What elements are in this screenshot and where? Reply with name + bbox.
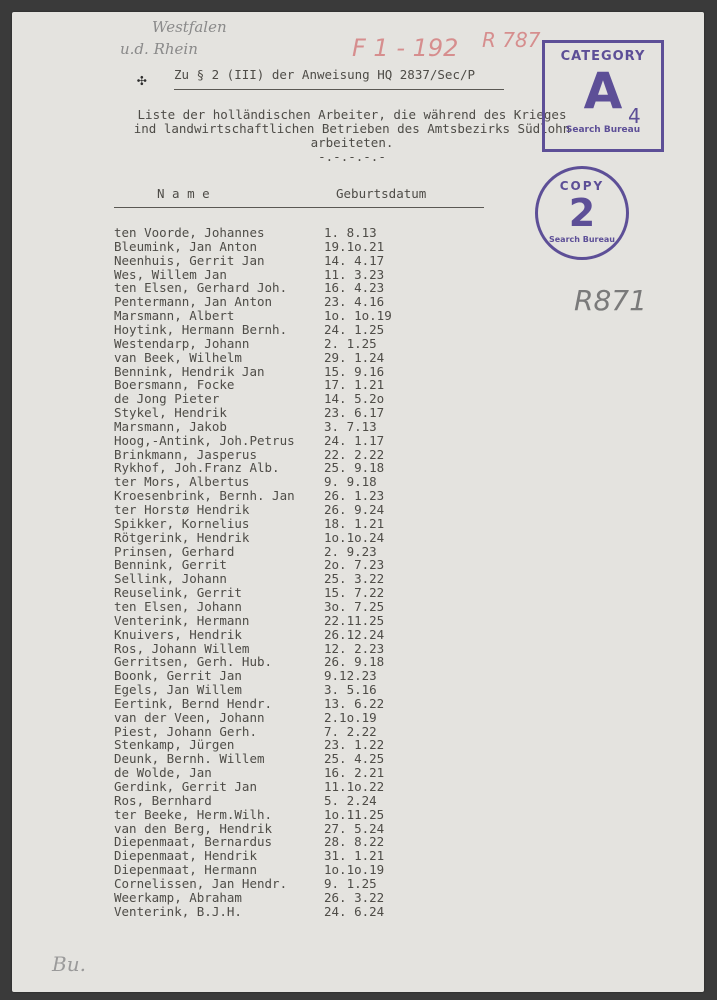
birth-date: 1o.1o.24 [324,529,385,545]
birth-date: 23. 1.22 [324,737,385,753]
birth-date: 22.11.25 [324,612,385,628]
birth-date: 26. 9.24 [324,502,385,517]
birth-date: 2. 1.25 [324,335,377,351]
worker-name: Piest, Johann Gerh. [114,723,257,739]
birth-date: 26. 9.18 [324,654,385,670]
title-line-2: ind landwirtschaftlichen Betrieben des Amtsbezirks Südlohn [133,121,571,136]
column-header-name: N a m e [157,186,210,201]
worker-name: de Wolde, Jan [114,765,212,781]
worker-name: ter Mors, Albertus [114,474,250,490]
birth-date: 22. 2.22 [324,446,385,462]
column-header-rule [114,207,484,208]
title-divider: -.-.-.-.- [318,149,386,164]
worker-name: Diepenmaat, Bernardus [114,834,273,850]
handwritten-reference: R871 [574,284,647,317]
worker-name: Bennink, Hendrik Jan [114,363,265,379]
worker-name: Marsmann, Albert [114,308,235,324]
birth-date: 31. 1.21 [324,848,385,864]
birth-date: 16. 4.23 [324,280,385,296]
worker-name: Diepenmaat, Hendrik [114,848,257,864]
birth-date: 3o. 7.25 [324,598,385,614]
worker-name: Cornelissen, Jan Hendr. [114,875,288,891]
worker-name: Marsmann, Jakob [114,418,227,434]
worker-name: Boersmann, Focke [114,377,235,393]
worker-name: ter Horstø Hendrik [114,502,250,517]
birth-date: 24. 6.24 [324,903,385,919]
worker-name: Hoog,-Antink, Joh.Petrus [114,432,295,448]
birth-date: 2. 9.23 [324,543,377,559]
birth-date: 24. 1.25 [324,321,385,337]
worker-name: Ros, Johann Willem [114,640,250,656]
worker-name: Bleumink, Jan Anton [114,238,257,254]
birth-date: 1o.1o.19 [324,862,385,878]
birth-date: 3. 5.16 [324,682,377,698]
worker-name: Eertink, Bernd Hendr. [114,695,273,711]
birth-date: 18. 1.21 [324,515,385,531]
column-header-date: Geburtsdatum [336,186,427,201]
category-number: 4 [628,104,641,128]
birth-date: 23. 4.16 [324,294,385,310]
birth-date: 11. 3.23 [324,266,385,282]
worker-name: Egels, Jan Willem [114,682,242,698]
worker-name: Wes, Willem Jan [114,266,227,282]
worker-name: Weerkamp, Abraham [114,889,242,905]
worker-name: ter Beeke, Herm.Wilh. [114,806,273,822]
birth-date: 25. 4.25 [324,751,385,767]
punch-mark-icon: ✣ [137,70,147,89]
worker-name: Reuselink, Gerrit [114,585,242,601]
birth-date: 7. 2.22 [324,723,377,739]
worker-name: Bennink, Gerrit [114,557,227,573]
title-line-3: arbeiteten. [310,135,394,150]
worker-name: Deunk, Bernh. Willem [114,751,265,767]
birth-date: 1o. 1o.19 [324,308,392,324]
worker-name: Boonk, Gerrit Jan [114,668,242,684]
birth-date: 27. 5.24 [324,820,385,836]
worker-name: de Jong Pieter [114,391,220,407]
birth-date: 1. 8.13 [324,225,377,240]
category-stamp-title: CATEGORY [560,49,646,64]
handwritten-note-line1: Westfalen [152,18,227,36]
birth-date: 25. 9.18 [324,460,385,476]
birth-date: 5. 2.24 [324,792,377,808]
birth-date: 12. 2.23 [324,640,385,656]
header-line: Zu § 2 (III) der Anweisung HQ 2837/Sec/P [174,67,476,82]
birth-date: 2.1o.19 [324,709,377,725]
category-stamp-letter: A [583,62,623,120]
worker-name: Ros, Bernhard [114,792,212,808]
birth-date: 11.1o.22 [324,779,385,794]
worker-name: Stykel, Hendrik [114,405,227,421]
copy-stamp-title: COPY [559,179,605,193]
copy-stamp [535,166,629,260]
worker-name: Rötgerink, Hendrik [114,529,250,545]
worker-name: Prinsen, Gerhard [114,543,235,559]
worker-name: van Beek, Wilhelm [114,349,242,365]
worker-name: van der Veen, Johann [114,709,265,725]
worker-name: Spikker, Kornelius [114,515,250,531]
reference-suffix: R 787 [482,28,541,52]
birth-date: 14. 4.17 [324,252,385,268]
birth-date: 9.12.23 [324,668,377,684]
worker-name: Kroesenbrink, Bernh. Jan [114,488,295,504]
category-stamp-subtitle: Search Bureau [565,125,641,135]
worker-name: Hoytink, Hermann Bernh. [114,321,288,337]
birth-date: 28. 8.22 [324,834,385,850]
worker-name: ten Elsen, Johann [114,598,242,614]
birth-date: 16. 2.21 [324,765,385,781]
birth-date: 17. 1.21 [324,377,385,393]
handwritten-note-line2: u.d. Rhein [120,40,198,58]
worker-name: Venterink, Hermann [114,612,250,628]
document-page [12,12,704,992]
worker-name: Diepenmaat, Hermann [114,862,257,878]
birth-date: 25. 3.22 [324,571,385,587]
worker-name: Brinkmann, Jasperus [114,446,257,462]
birth-date: 24. 1.17 [324,432,385,448]
birth-date: 14. 5.2o [324,391,385,407]
birth-date: 23. 6.17 [324,405,385,421]
birth-date: 9. 1.25 [324,875,377,891]
birth-date: 3. 7.13 [324,418,377,434]
worker-name: ten Elsen, Gerhard Joh. [114,280,288,296]
birth-date: 15. 7.22 [324,585,385,601]
handwritten-initials: Bu. [52,952,86,976]
worker-name: Rykhof, Joh.Franz Alb. [114,460,280,476]
worker-name: Gerritsen, Gerh. Hub. [114,654,273,670]
worker-name: Stenkamp, Jürgen [114,737,235,753]
birth-date: 26. 1.23 [324,488,385,504]
reference-number: F 1 - 192 [352,34,459,62]
birth-date: 26.12.24 [324,626,385,642]
worker-name: Pentermann, Jan Anton [114,294,273,310]
copy-stamp-number: 2 [568,191,596,235]
birth-date: 2o. 7.23 [324,557,385,573]
title-line-1: Liste der holländischen Arbeiter, die während des Krieges [137,107,567,122]
worker-name: van den Berg, Hendrik [114,820,273,836]
birth-date: 1o.11.25 [324,806,385,822]
worker-name: Sellink, Johann [114,571,227,587]
birth-date: 15. 9.16 [324,363,385,379]
copy-stamp-subtitle: Search Bureau [548,235,615,244]
birth-date: 19.1o.21 [324,238,385,254]
worker-name: ten Voorde, Johannes [114,225,265,240]
birth-date: 29. 1.24 [324,349,385,365]
birth-date: 9. 9.18 [324,474,377,490]
worker-name: Gerdink, Gerrit Jan [114,779,257,794]
category-stamp [542,40,664,152]
header-underline [174,89,504,90]
worker-name: Knuivers, Hendrik [114,626,242,642]
birth-date: 13. 6.22 [324,695,385,711]
worker-name: Venterink, B.J.H. [114,903,242,919]
worker-name: Neenhuis, Gerrit Jan [114,252,265,268]
birth-date: 26. 3.22 [324,889,385,905]
worker-name: Westendarp, Johann [114,335,250,351]
